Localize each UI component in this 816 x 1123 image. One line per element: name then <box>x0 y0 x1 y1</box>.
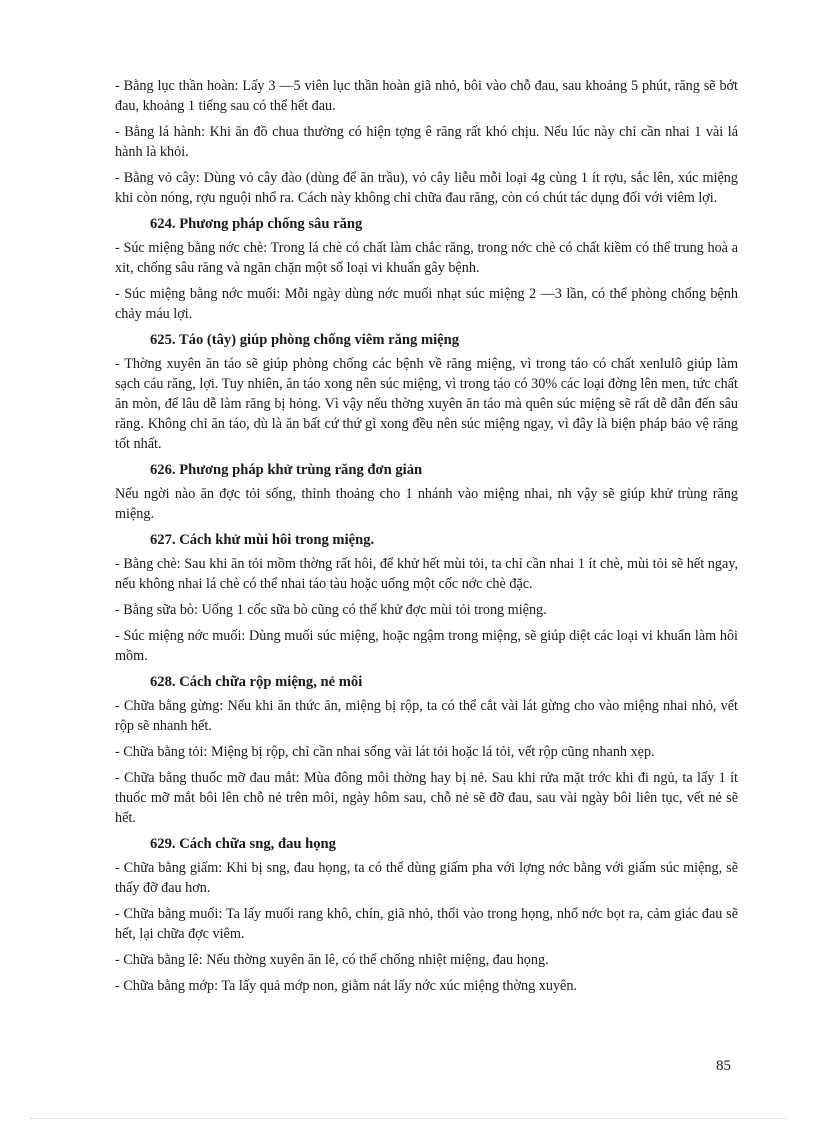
paragraph: - Súc miệng nớc muối: Dùng muối súc miệng, hoặc ngậm trong miệng, sẽ giúp diệt các loại vi khuẩn làm hôi mồm. <box>115 628 738 664</box>
paragraph: - Bằng sữa bò: Uống 1 cốc sữa bò cũng có thể khử đợc mùi tỏi trong miệng. <box>115 602 547 618</box>
paragraph: - Chữa bằng mớp: Ta lấy quả mớp non, giằm nát lấy nớc xúc miệng thờng xuyên. <box>115 978 577 994</box>
page-content <box>115 76 738 1002</box>
paragraph: - Chữa bằng muối: Ta lấy muối rang khô, chín, giã nhỏ, thổi vào trong họng, nhổ nớc bọt ra, cảm giác đau sẽ hết, lại chữa đợc viêm. <box>115 906 738 942</box>
paragraph: - Bằng lục thần hoàn: Lấy 3 —5 viên lục thần hoàn giã nhỏ, bôi vào chỗ đau, sau khoảng 5 phút, răng sẽ bớt đau, khoảng 1 tiếng sau có thể hết đau. <box>115 78 738 114</box>
paragraph: - Bằng lá hành: Khi ăn đồ chua thường có hiện tợng ê răng rất khó chịu. Nếu lúc này chỉ cần nhai 1 vài lá hành là khỏi. <box>115 124 738 160</box>
section-heading: 625. Táo (tây) giúp phòng chống viêm răng miệng <box>150 332 460 348</box>
section-heading: 628. Cách chữa rộp miệng, nẻ môi <box>150 674 363 690</box>
paragraph: - Bằng chè: Sau khi ăn tỏi mồm thờng rất hôi, để khử hết mùi tỏi, ta chỉ cần nhai 1 ít chè, mùi tỏi sẽ hết ngay, nếu không nhai lá chè có thể nhai táo tàu hoặc uống một cốc nớc chè đặc. <box>115 556 738 592</box>
paragraph: - Thờng xuyên ăn táo sẽ giúp phòng chống các bệnh về răng miệng, vì trong táo có chất xenlulô giúp làm sạch cáu răng, lợi. Tuy nhiên, ăn táo xong nên súc miệng, vì trong táo có 30% các loại đờng lên men, tức chất ăn mòn, để lâu dễ làm răng bị hỏng. Vì vậy nếu thờng xuyên ăn táo mà quên súc miệng sẽ rất dễ dẫn đến sâu răng. Không chỉ ăn táo, dù là ăn bất cứ thứ gì xong đều nên súc miệng ngay, vì đây là biện pháp bảo vệ răng tốt nhất. <box>115 356 738 452</box>
paragraph: - Bằng vỏ cây: Dùng vỏ cây đào (dùng để ăn trầu), vỏ cây liễu mỗi loại 4g cùng 1 ít rợu, sắc lên, xúc miệng khi còn nóng, rợu nguội nhổ ra. Cách này không chỉ chữa đau răng, còn có chút tác dụng đối với viêm lợi. <box>115 170 738 206</box>
footer-divider <box>30 1118 786 1119</box>
paragraph: - Chữa bằng thuốc mỡ đau mắt: Mùa đông môi thờng hay bị nẻ. Sau khi rửa mặt trớc khi đi ngủ, ta lấy 1 ít thuốc mỡ mắt bôi lên chỗ nẻ trên môi, ngày hôm sau, chỗ nẻ sẽ đỡ đau, sau vài ngày bôi liên tục, vết nẻ sẽ hết. <box>115 770 738 826</box>
paragraph: - Chữa bằng tỏi: Miệng bị rộp, chỉ cần nhai sống vài lát tỏi hoặc lá tỏi, vết rộp cũng nhanh xẹp. <box>115 744 655 760</box>
section-heading: 624. Phương pháp chống sâu răng <box>150 216 363 232</box>
paragraph: - Súc miệng bằng nớc chè: Trong lá chè có chất làm chắc răng, trong nớc chè có chất kiềm có thể trung hoà a xit, chống sâu răng và ngăn chặn một số loại vi khuẩn gây bệnh. <box>115 240 738 276</box>
page-number: 85 <box>716 1058 731 1074</box>
paragraph: Nếu ngời nào ăn đợc tỏi sống, thỉnh thoảng cho 1 nhánh vào miệng nhai, nh vậy sẽ giúp khử trùng răng miệng. <box>115 486 738 522</box>
section-heading: 626. Phương pháp khử trùng răng đơn giản <box>150 462 423 478</box>
section-heading: 629. Cách chữa sng, đau họng <box>150 836 336 852</box>
section-heading: 627. Cách khử mùi hôi trong miệng. <box>150 532 375 548</box>
paragraph: - Súc miệng bằng nớc muối: Mỗi ngày dùng nớc muối nhạt súc miệng 2 —3 lần, có thể phòng chống bệnh chảy máu lợi. <box>115 286 738 322</box>
paragraph: - Chữa bằng giấm: Khi bị sng, đau họng, ta có thể dùng giấm pha với lợng nớc bằng với giấm súc miệng, sẽ thấy đỡ đau hơn. <box>115 860 738 896</box>
paragraph: - Chữa bằng lê: Nếu thờng xuyên ăn lê, có thể chống nhiệt miệng, đau họng. <box>115 952 549 968</box>
paragraph: - Chữa bằng gừng: Nếu khi ăn thức ăn, miệng bị rộp, ta có thể cắt vài lát gừng cho vào miệng nhai nhỏ, vết rộp sẽ nhanh hết. <box>115 698 738 734</box>
